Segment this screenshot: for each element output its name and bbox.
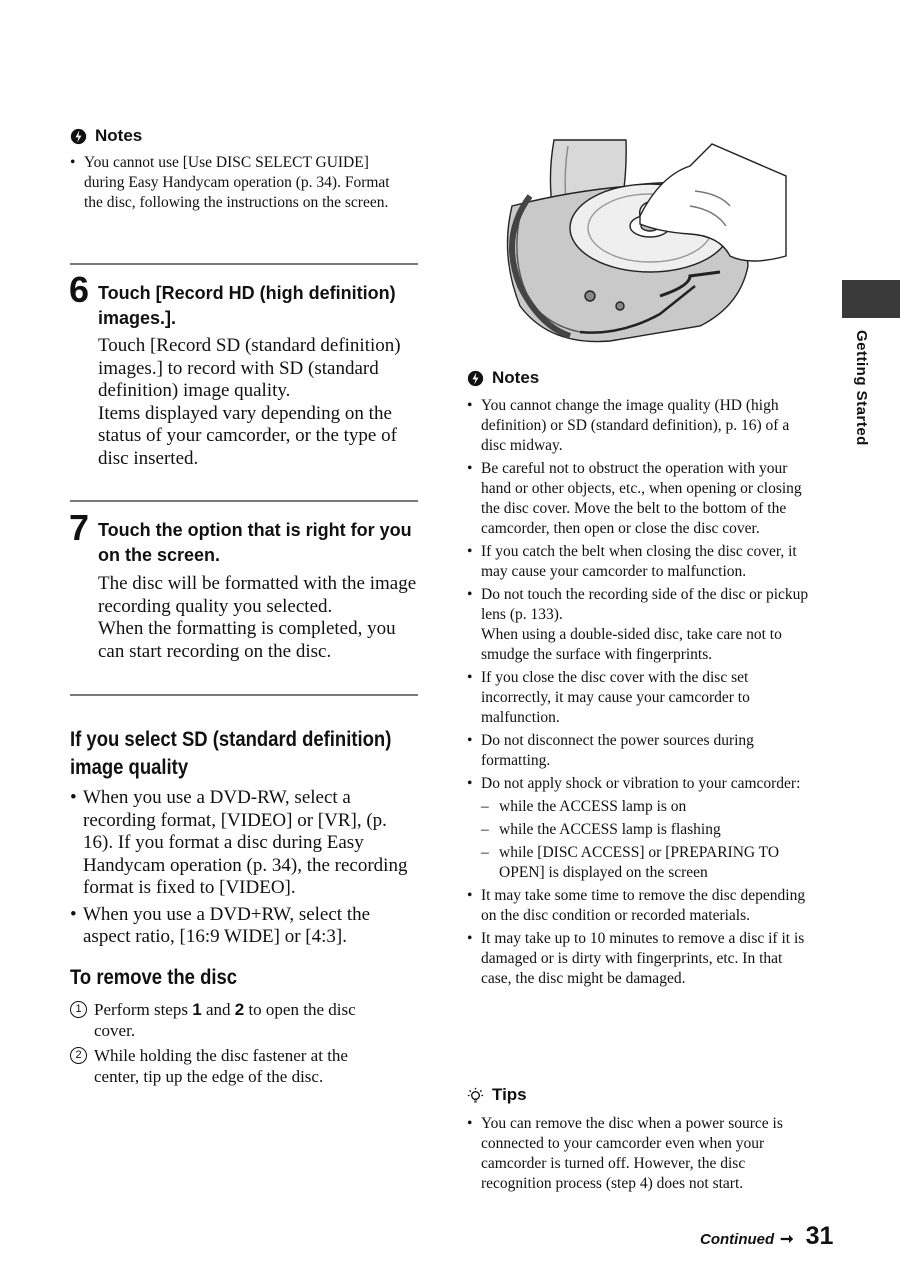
sd-section-title-line: image quality	[70, 756, 189, 779]
step-marker: 2	[70, 1047, 87, 1064]
list-item: • You can remove the disc when a power source is connected to your camcorder even when your camcorder is turned off. However, the disc recognition process (step 4) does not start.	[467, 1114, 815, 1194]
notes-heading-text: Notes	[492, 368, 540, 387]
procedure-step	[70, 999, 390, 1041]
left-notes-list	[70, 153, 410, 216]
list-item: • It may take some time to remove the disc depending on the disc condition or recorded materials.	[467, 886, 815, 926]
divider	[70, 694, 418, 696]
camcorder-disc-illustration	[490, 136, 790, 366]
sd-section-title-line: If you select SD (standard definition)	[70, 728, 392, 751]
step-7-title: Touch the option that is right for you on the screen.	[98, 520, 412, 565]
list-item	[467, 585, 815, 665]
divider	[70, 500, 418, 502]
remove-disc-title: To remove the disc	[70, 966, 238, 989]
step-text: Perform steps	[94, 1000, 193, 1019]
list-item: • When you use a DVD-RW, select a recording format, [VIDEO] or [VR], (p. 16). If you format a disc during Easy Handycam operation (p. 34), the recording format is fixed to [VIDEO].	[70, 787, 410, 900]
step-7-body	[98, 573, 418, 663]
step-7-text: The disc will be formatted with the image recording quality you selected.	[98, 573, 417, 617]
list-item: • If you close the disc cover with the disc set incorrectly, it may cause your camcorder to malfunction.	[467, 668, 815, 728]
step-7-text-2: When the formatting is completed, you can start recording on the disc.	[98, 618, 396, 662]
divider	[70, 263, 418, 265]
list-item: • It may take up to 10 minutes to remove a disc if it is damaged or is dirty with fingerprints, etc. In that case, the disc might be damaged.	[467, 929, 815, 989]
lightbulb-icon	[467, 1087, 484, 1104]
sub-list	[481, 797, 815, 883]
footer	[700, 1222, 833, 1251]
list-item: • Do not disconnect the power sources during formatting.	[467, 731, 815, 771]
step-6-title: Touch [Record HD (high definition) images.].	[98, 283, 396, 328]
sub-list-item: – while the ACCESS lamp is on	[481, 797, 815, 817]
tips-heading	[467, 1085, 527, 1105]
list-item: • Be careful not to obstruct the operation with your hand or other objects, etc., when opening or closing the disc cover. Move the belt to the bottom of the camcorder, then open or close the disc cover.	[467, 459, 815, 539]
step-6-text-2: Items displayed vary depending on the status of your camcorder, or the type of disc inserted.	[98, 402, 397, 469]
sd-section-title	[70, 726, 391, 782]
arrow-right-icon: ➞	[780, 1231, 794, 1248]
sd-section-list	[70, 787, 410, 953]
step-text: While holding the disc fastener at the center, tip up the edge of the disc.	[94, 1046, 348, 1086]
step-text: and	[201, 1000, 235, 1019]
list-item: • If you catch the belt when closing the disc cover, it may cause your camcorder to malfunction.	[467, 542, 815, 582]
sub-list-item: – while [DISC ACCESS] or [PREPARING TO OPEN] is displayed on the screen	[481, 843, 815, 883]
notes-heading	[467, 368, 539, 388]
right-notes-list	[467, 396, 815, 992]
list-item-text: • Do not apply shock or vibration to your camcorder:	[481, 775, 801, 792]
notes-icon	[467, 370, 484, 387]
remove-disc-steps	[70, 999, 390, 1091]
section-tab-marker	[842, 280, 900, 318]
notes-heading-text: Notes	[95, 126, 143, 145]
continued-label: Continued	[700, 1231, 775, 1248]
section-tab-label: Getting Started	[853, 330, 870, 446]
list-item: • You cannot use [Use DISC SELECT GUIDE] during Easy Handycam operation (p. 34). Format the disc, following the instructions on the screen.	[70, 153, 410, 213]
list-item-text: When using a double-sided disc, take care not to smudge the surface with fingerprints.	[481, 626, 782, 663]
tips-list	[467, 1114, 815, 1197]
list-item: • You cannot change the image quality (HD (high definition) or SD (standard definition), p. 16) of a disc midway.	[467, 396, 815, 456]
step-6-body	[98, 335, 428, 470]
tips-heading-text: Tips	[492, 1085, 527, 1104]
step-ref: 2	[234, 1000, 245, 1019]
page-number: 31	[805, 1222, 834, 1250]
procedure-step	[70, 1045, 390, 1087]
list-item: • When you use a DVD+RW, select the aspect ratio, [16:9 WIDE] or [4:3].	[70, 904, 410, 949]
list-item-text: • Do not touch the recording side of the disc or pickup lens (p. 133).	[481, 586, 809, 623]
sub-list-item: – while the ACCESS lamp is flashing	[481, 820, 815, 840]
step-text: to open the disc cover.	[94, 1000, 356, 1040]
notes-heading	[70, 126, 142, 146]
list-item	[467, 774, 815, 883]
step-7-number: 7	[69, 507, 90, 548]
step-6-text: Touch [Record SD (standard definition) images.] to record with SD (standard definition) image quality.	[98, 335, 401, 401]
step-6-number: 6	[69, 269, 90, 310]
step-marker: 1	[70, 1001, 87, 1018]
notes-icon	[70, 128, 87, 145]
step-ref: 1	[192, 1000, 202, 1019]
